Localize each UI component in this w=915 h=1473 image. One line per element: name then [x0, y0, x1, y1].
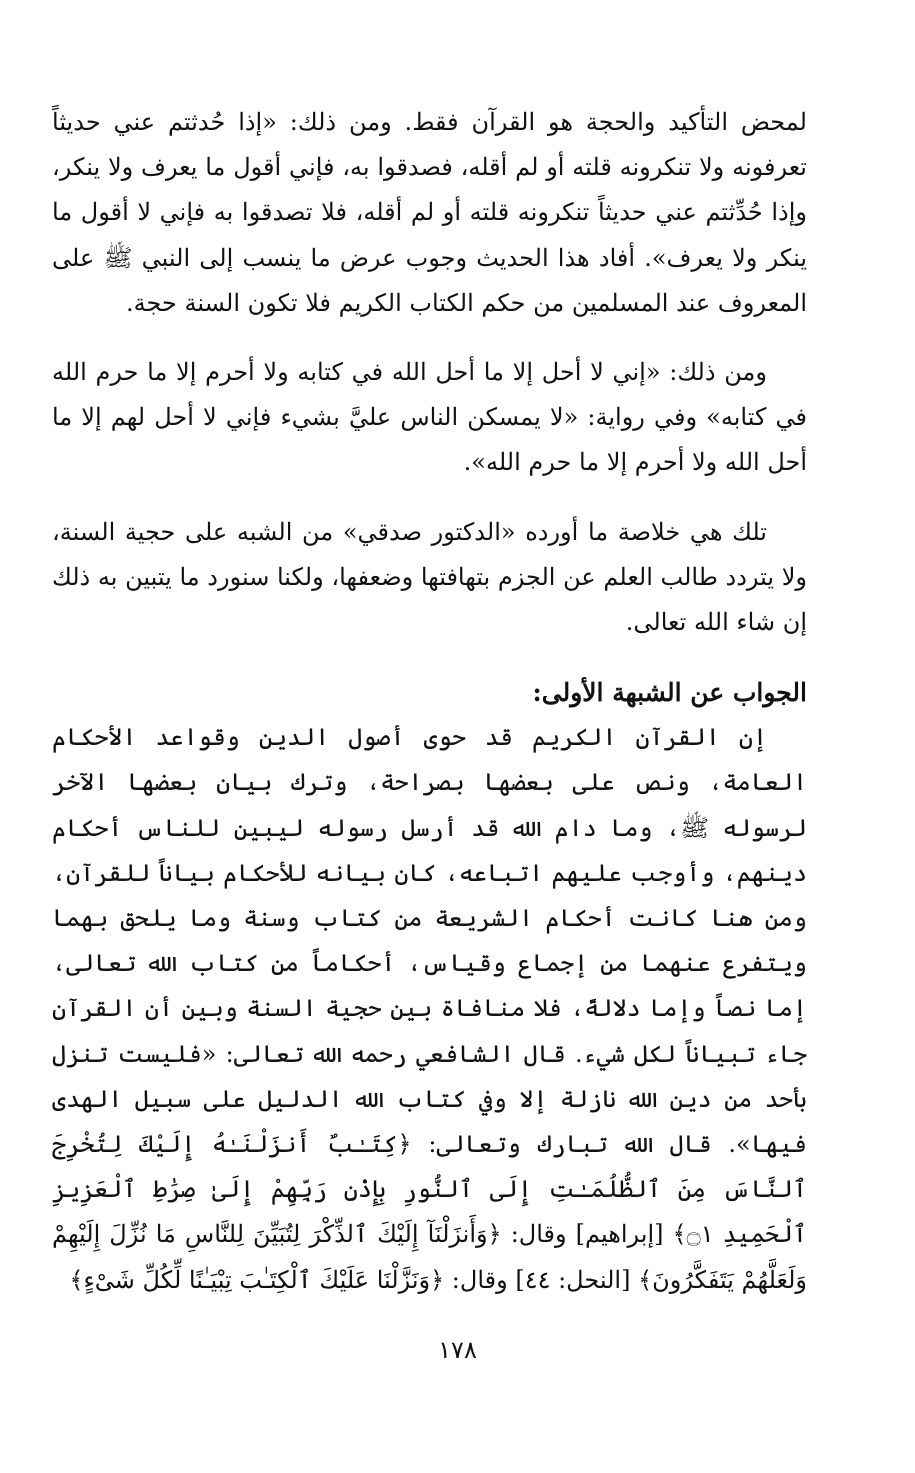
- paragraph-2: ومن ذلك: «إني لا أحل إلا ما أحل الله في كتابه ولا أحرم إلا ما حرم الله في كتابه» وفي رواية: «لا يمسكن الناس عليَّ بشيء فإني لا أحل لهم إلا ما أحل الله ولا أحرم إلا ما حرم الله».: [52, 358, 807, 477]
- paragraph-1: لمحض التأكيد والحجة هو القرآن فقط. ومن ذلك: «إذا حُدثتم عني حديثاً تعرفونه ولا تنكرونه قلته أو لم أقله، فصدقوا به، فإني أقول ما يعرف ولا ينكر، وإذا حُدِّثتم عني حديثاً تنكرونه قلته أو لم أقله، فلا تصدقوا به فإني لا أقول ما ينكر ولا يعرف». أفاد هذا الحديث وجوب عرض ما ينسب إلى النبي ﷺ على المعروف عند المسلمين من حكم الكتاب الكريم فلا تكون السنة حجة.: [52, 108, 807, 317]
- paragraph-3: تلك هي خلاصة ما أورده «الدكتور صدقي» من الشبه على حجية السنة، ولا يتردد طالب العلم عن الجزم بتهافتها وضعفها، ولكنا سنورد ما يتبين به ذلك إن شاء الله تعالى.: [52, 517, 807, 637]
- page-number: ١٧٨: [438, 1336, 477, 1364]
- section-heading: الجواب عن الشبهة الأولى:: [532, 678, 807, 708]
- section-body: إن القرآن الكريم قد حوى أصول الدين وقواعد الأحكام العامة، ونص على بعضها بصراحة، وترك بيان بعضها الآخر لرسوله ﷺ، وما دام الله قد أرسل رسوله ليبين للناس أحكام دينهم، وأوجب عليهم اتباعه، كان بيانه للأحكام بياناً للقرآن، ومن هنا كانت أحكام الشريعة من كتاب وسنة وما يلحق بهما ويتفرع عنهما من إجماع وقياس، أحكاماً من كتاب الله تعالى، إما نصاً وإما دلالةً، فلا منافاة بين حجية السنة وبين أن القرآن جاء تبياناً لكل شيء. قال الشافعي رحمه الله تعالى: «فليست تنزل بأحد من دين الله نازلة إلا وفي كتاب الله الدليل على سبيل الهدى فيها». قال الله تبارك وتعالى: ﴿كِتَـٰبٌ أَنزَلْنَـٰهُ إِلَيْكَ لِتُخْرِجَ ٱلنَّاسَ مِنَ ٱلظُّلُمَـٰتِ إِلَى ٱلنُّورِ بِإِذْنِ رَبِّهِمْ إِلَىٰ صِرَٰطِ ٱلْعَزِيزِ ٱلْحَمِيدِ ۝١﴾ [إبراهيم] وقال: ﴿وَأَنزَلْنَآ إِلَيْكَ ٱلذِّكْرَ لِتُبَيِّنَ لِلنَّاسِ مَا نُزِّلَ إِلَيْهِمْ وَلَعَلَّهُمْ يَتَفَكَّرُونَ﴾ [النحل: ٤٤] وقال: ﴿وَنَزَّلْنَا عَلَيْكَ ٱلْكِتَـٰبَ تِبْيَـٰنًا لِّكُلِّ شَىْءٍ﴾: [52, 723, 807, 1294]
